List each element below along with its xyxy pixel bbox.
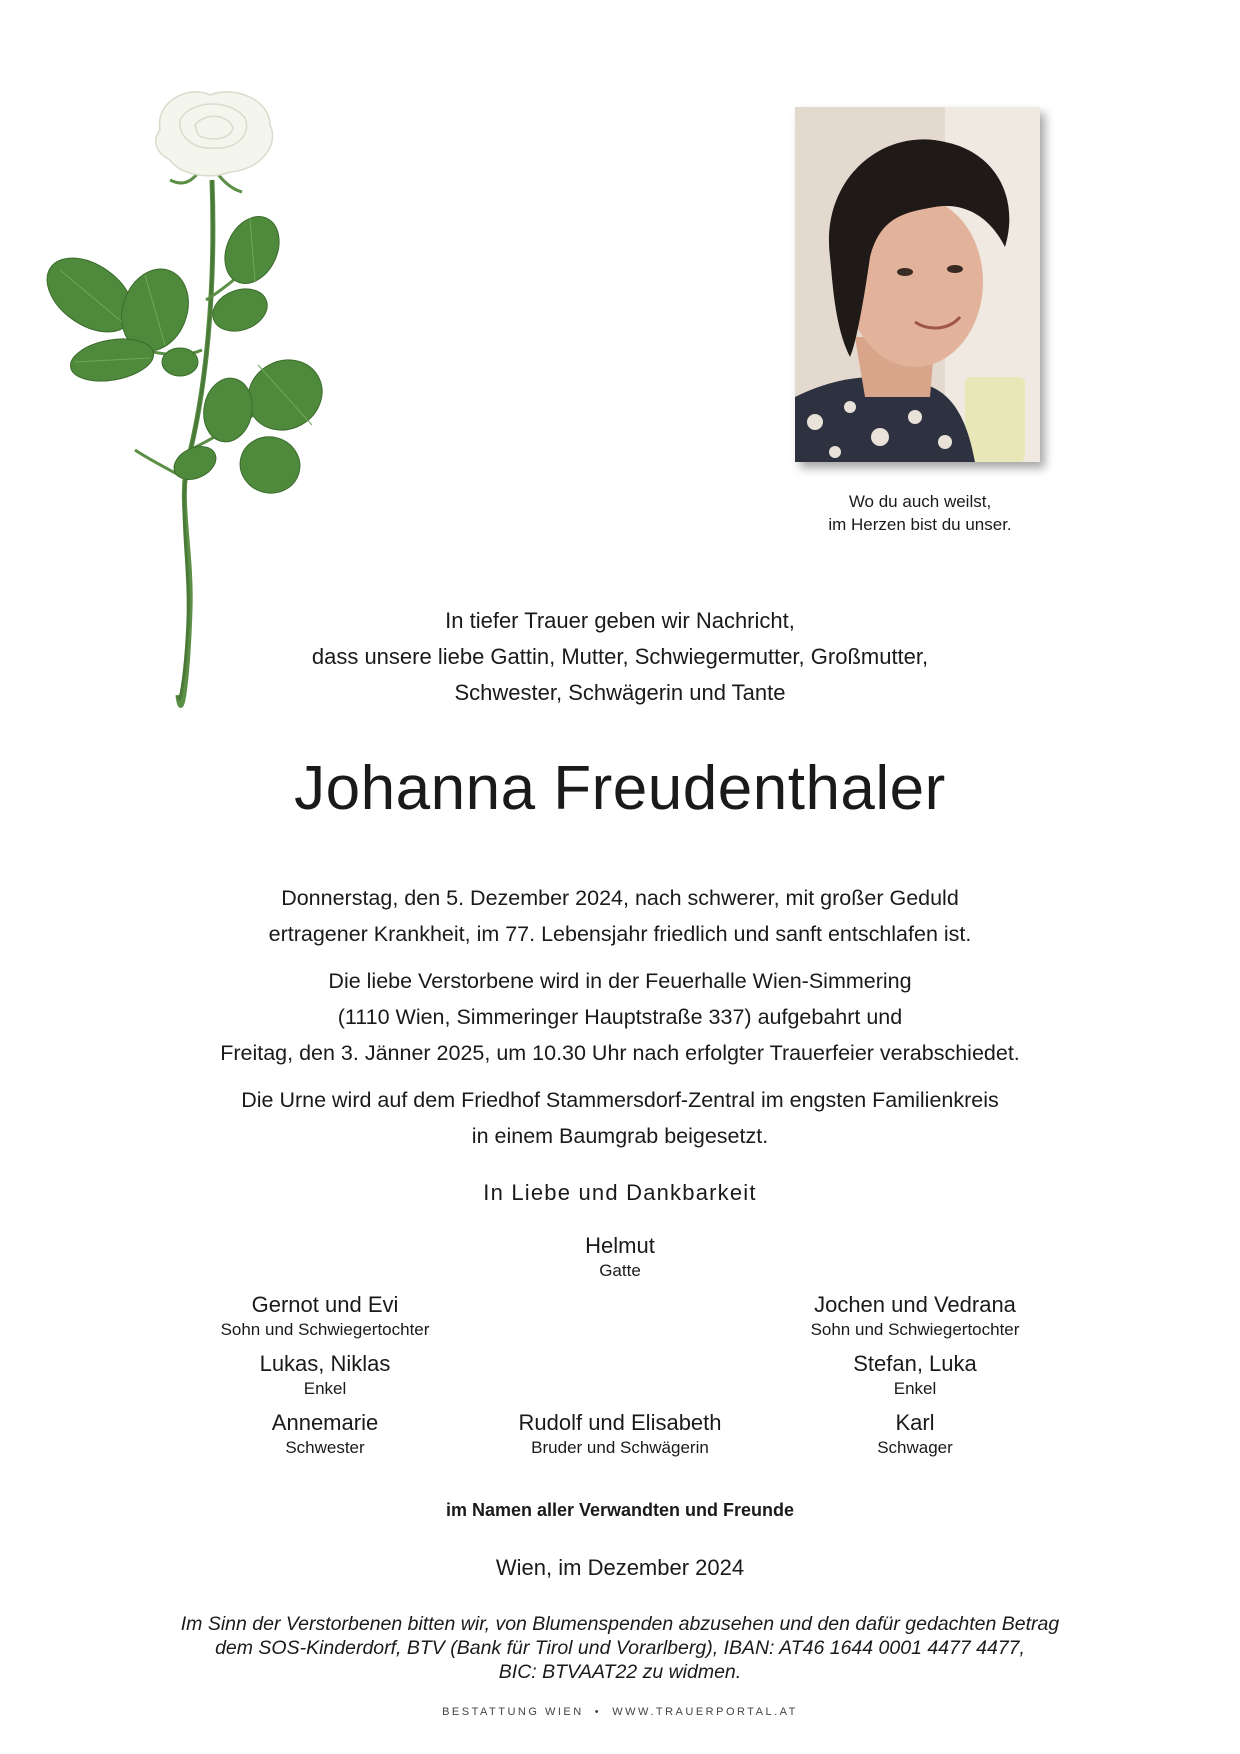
donation-line: dem SOS-Kinderdorf, BTV (Bank für Tirol und Vorarlberg), IBAN: AT46 1644 0001 4477 4477,: [215, 1637, 1025, 1659]
mourner-left-2: [175, 1350, 475, 1400]
body-line: Donnerstag, den 5. Dezember 2024, nach schwerer, mit großer Geduld: [281, 886, 959, 910]
mourner-name: Stefan, Luka: [853, 1351, 977, 1376]
mourner-name: Jochen und Vedrana: [814, 1292, 1016, 1317]
footer-company: BESTATTUNG WIEN: [442, 1706, 584, 1718]
intro-line: dass unsere liebe Gattin, Mutter, Schwiegermutter, Großmutter,: [311, 644, 929, 669]
announcement-body: [100, 880, 1140, 1165]
mourner-right-3: [765, 1409, 1065, 1459]
donation-line: BIC: BTVAAT22 zu widmen.: [498, 1661, 742, 1683]
body-line: Die liebe Verstorbene wird in der Feuerhalle Wien-Simmering: [328, 969, 912, 993]
mourner-name: Annemarie: [271, 1410, 379, 1435]
mourner-relation: Bruder und Schwägerin: [531, 1438, 709, 1457]
mourner-name: Helmut: [585, 1233, 655, 1258]
announcement-intro: [160, 603, 1080, 711]
mourner-relation: Schwester: [285, 1438, 365, 1457]
quote: [760, 490, 1080, 536]
quote-line: Wo du auch weilst,: [848, 492, 992, 511]
mourner-name: Karl: [895, 1410, 935, 1435]
mourner-name: Rudolf und Elisabeth: [518, 1410, 722, 1435]
mourner-right-1: [765, 1291, 1065, 1341]
footer-separator: •: [594, 1706, 602, 1718]
portrait-photo: [795, 107, 1040, 462]
on-behalf-line: im Namen aller Verwandten und Freunde: [445, 1500, 795, 1520]
thanks-line: In Liebe und Dankbarkeit: [483, 1180, 757, 1205]
mourner-right-2: [765, 1350, 1065, 1400]
body-line: Freitag, den 3. Jänner 2025, um 10.30 Uhr nach erfolgter Trauerfeier verabschiedet.: [220, 1041, 1020, 1065]
mourner-spouse: [470, 1232, 770, 1282]
body-line: in einem Baumgrab beigesetzt.: [471, 1124, 769, 1148]
burial-paragraph: [100, 1082, 1140, 1154]
place-date: Wien, im Dezember 2024: [495, 1555, 745, 1580]
mourner-relation: Gatte: [599, 1261, 641, 1280]
footer-website: WWW.TRAUERPORTAL.AT: [612, 1706, 798, 1718]
intro-line: In tiefer Trauer geben wir Nachricht,: [445, 608, 795, 633]
mourner-relation: Sohn und Schwiegertochter: [810, 1320, 1020, 1339]
mourner-center-3: [470, 1409, 770, 1459]
body-line: (1110 Wien, Simmeringer Hauptstraße 337) aufgebahrt und: [337, 1005, 903, 1029]
farewell-paragraph: [100, 963, 1140, 1071]
death-paragraph: [100, 880, 1140, 952]
mourner-relation: Enkel: [893, 1379, 937, 1398]
mourner-relation: Enkel: [303, 1379, 347, 1398]
donation-note: [120, 1612, 1120, 1684]
body-line: ertragener Krankheit, im 77. Lebensjahr friedlich und sanft entschlafen ist.: [268, 922, 972, 946]
mourner-left-1: [175, 1291, 475, 1341]
deceased-name: Johanna Freudenthaler: [294, 754, 946, 823]
mourner-name: Lukas, Niklas: [259, 1351, 391, 1376]
body-line: Die Urne wird auf dem Friedhof Stammersdorf-Zentral im engsten Familienkreis: [241, 1088, 999, 1112]
quote-line: im Herzen bist du unser.: [828, 515, 1012, 534]
mourner-name: Gernot und Evi: [251, 1292, 399, 1317]
mourner-relation: Schwager: [877, 1438, 953, 1457]
mourner-left-3: [175, 1409, 475, 1459]
donation-line: Im Sinn der Verstorbenen bitten wir, von Blumenspenden abzusehen und den dafür gedachten Betrag: [180, 1613, 1060, 1635]
intro-line: Schwester, Schwägerin und Tante: [454, 680, 786, 705]
footer: [320, 1706, 920, 1718]
mourner-relation: Sohn und Schwiegertochter: [220, 1320, 430, 1339]
